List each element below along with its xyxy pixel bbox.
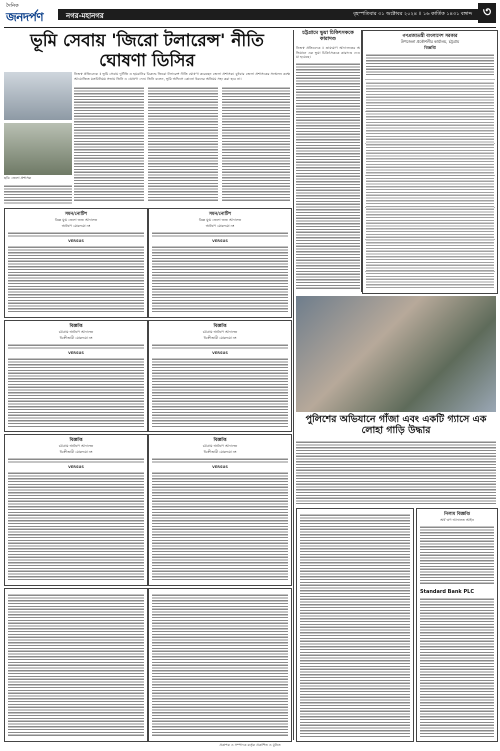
section-name: নগর-মহানগর — [66, 12, 104, 20]
section-bar — [58, 9, 478, 20]
decree-notice — [148, 320, 292, 432]
tender-title: গণপ্রজাতন্ত্রী বাংলাদেশ সরকার — [402, 34, 458, 39]
notice-title: বিজ্ঞপ্তি — [213, 324, 227, 329]
notice-body — [420, 525, 494, 585]
notice-heading: অর্থঋণ মোকদ্দমা নং — [205, 224, 235, 228]
notice-body — [152, 245, 288, 313]
court-notice-middle — [296, 508, 414, 742]
notice-title: বিজ্ঞপ্তি — [69, 324, 83, 329]
column-divider — [361, 30, 362, 292]
side-story-body — [296, 62, 360, 290]
lead-photo-building — [4, 123, 72, 175]
bank-name: Standard Bank PLC — [420, 589, 474, 595]
header-rule — [4, 27, 496, 28]
court-notice — [4, 208, 148, 318]
lead-body-text — [4, 184, 72, 204]
notice-title: বিজ্ঞপ্তি — [213, 438, 227, 443]
notice-body — [152, 231, 288, 238]
notice-subtitle: চট্টগ্রাম অর্থঋণ আদালত — [202, 444, 238, 448]
notice-versus: VERSUS — [212, 465, 228, 469]
notice-subtitle: বিজ্ঞ যুগ্ম জেলা জজ আদালত — [198, 218, 242, 222]
lead-body-text — [74, 86, 144, 202]
lead-body-text — [148, 86, 218, 202]
notice-body — [420, 597, 494, 737]
masthead — [4, 3, 496, 25]
auction-subtitle: অর্থ ঋণ আদালত আইন — [440, 518, 474, 522]
police-headline: পুলিশের অভিযানে গাঁজা এবং একটি গ্যাসে এক লোহা গাড়ি উদ্ধার — [305, 414, 487, 436]
notice-heading: ডিক্রীজারী মোকদ্দমা নং — [59, 336, 93, 340]
notice-body — [152, 357, 288, 427]
notice-body — [300, 513, 410, 737]
notice-body — [8, 231, 144, 238]
notice-body — [152, 471, 288, 581]
notice-subtitle: চট্টগ্রাম অর্থঋণ আদালত — [202, 330, 238, 334]
notice-subtitle: বিজ্ঞ যুগ্ম জেলা জজ আদালত — [54, 218, 98, 222]
table-divider — [365, 79, 495, 80]
notice-versus: VERSUS — [68, 239, 84, 243]
side-story-intro: নিজস্ব প্রতিবেদক ॥ ভ্রাম্যমাণ আদালতের অভিযানে এক ভুয়া চিকিৎসককে কারাদণ্ড দেওয়া হয়েছে। — [296, 46, 360, 60]
notice-title: সমন/নোটিশ — [64, 212, 88, 217]
tender-heading: বিজ্ঞপ্তি — [424, 45, 436, 50]
notice-heading: অর্থঋণ মোকদ্দমা নং — [61, 224, 91, 228]
notice-body — [8, 471, 144, 581]
court-notice-bottom — [148, 588, 292, 742]
page-footer: প্রকাশক ও সম্পাদক কর্তৃক প্রকাশিত ও মুদ্রিত — [219, 743, 281, 747]
lead-body-intro: নিজস্ব প্রতিবেদক ॥ ভূমি সেবায় দুর্নীতি ও হয়রানির বিরুদ্ধে জিরো টলারেন্স নীতি ঘোষণা করেছেন জেলা প্রশাসক। বুধবার জেলা প্রশাসকের সম্মেলন কক্ষে আয়োজিত মতবিনিময় সভায় তিনি এ ঘোষণা দেন। তিনি বলেন, ভূমি অফিসে কোনো ধরনের অনিয়ম সহ্য করা হবে না। — [74, 72, 290, 81]
page-number: ৩ — [478, 3, 496, 23]
notice-versus: VERSUS — [212, 351, 228, 355]
decree-notice — [4, 320, 148, 432]
tender-body — [366, 53, 494, 75]
police-photo — [296, 296, 496, 412]
tender-notice — [362, 30, 498, 294]
notice-heading: ডিক্রীজারী মোকদ্দমা নং — [203, 450, 237, 454]
tender-table-cells — [366, 81, 494, 289]
court-notice — [148, 208, 292, 318]
issue-date: বৃহস্পতিবার ৩১ অক্টোবর ২০২৪ ॥ ১৬ কার্তিক ১৪৩১ বঙ্গাব্দ — [353, 11, 472, 17]
lead-body-text — [222, 86, 290, 202]
auction-title: নিলাম বিজ্ঞপ্তি — [444, 512, 470, 517]
column-divider — [293, 30, 294, 740]
notice-heading: ডিক্রীজারী মোকদ্দমা নং — [59, 450, 93, 454]
logo-prefix: দৈনিক — [6, 3, 19, 9]
decree-notice — [4, 434, 148, 586]
auction-notice — [416, 508, 498, 742]
notice-subtitle: চট্টগ্রাম অর্থঋণ আদালত — [58, 444, 94, 448]
notice-body — [8, 593, 144, 737]
side-story — [296, 30, 360, 292]
police-body — [296, 440, 496, 504]
lead-headline: ভূমি সেবায় 'জিরো টলারেন্স' নীতি ঘোষণা ডিসির — [30, 31, 264, 71]
notice-heading: ডিক্রীজারী মোকদ্দমা নং — [203, 336, 237, 340]
notice-body — [8, 357, 144, 427]
lead-photo-caption: ছবি: জেলা প্রশাসক — [4, 176, 32, 180]
court-notice-bottom — [4, 588, 148, 742]
side-story-headline: চট্টগ্রামে ভুয়া চিকিৎসককে কারাদণ্ড — [302, 30, 354, 42]
notice-title: বিজ্ঞপ্তি — [69, 438, 83, 443]
notice-versus: VERSUS — [68, 351, 84, 355]
notice-body — [8, 343, 144, 350]
lead-photo-portrait — [4, 72, 72, 120]
decree-notice — [148, 434, 292, 586]
tender-subtitle: উপজেলা প্রকৌশলীর কার্যালয়, চট্টগ্রাম — [400, 39, 460, 44]
notice-body — [8, 245, 144, 313]
notice-title: সমন/নোটিশ — [208, 212, 232, 217]
logo-name: জনদর্পণ — [6, 10, 44, 24]
notice-subtitle: চট্টগ্রাম অর্থঋণ আদালত — [58, 330, 94, 334]
newspaper-logo — [4, 3, 56, 25]
notice-body — [152, 593, 288, 737]
notice-versus: VERSUS — [68, 465, 84, 469]
notice-versus: VERSUS — [212, 239, 228, 243]
notice-body — [8, 457, 144, 464]
notice-body — [152, 343, 288, 350]
notice-body — [152, 457, 288, 464]
